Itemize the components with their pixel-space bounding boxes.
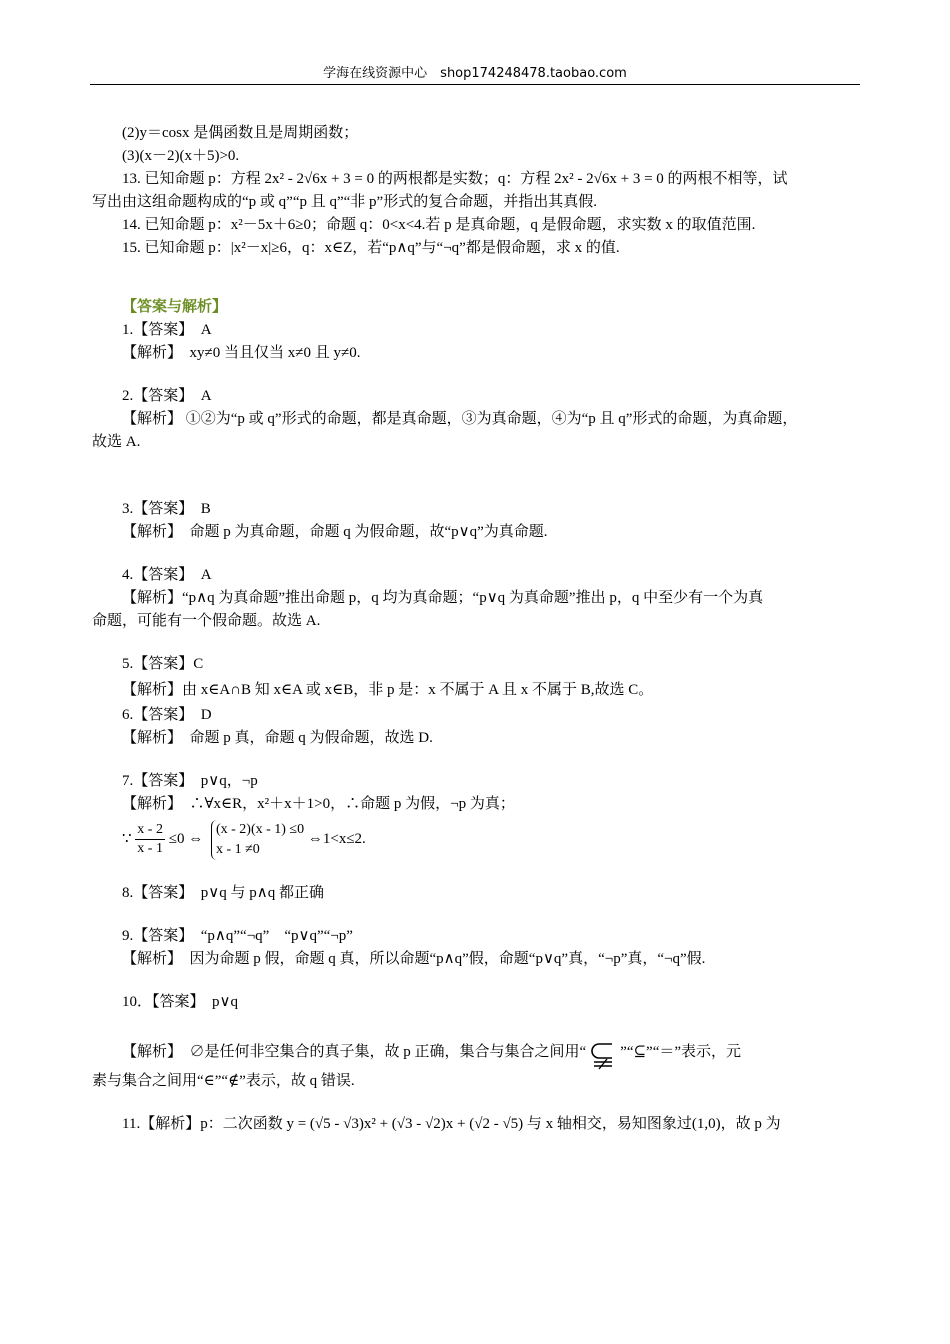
equivalence-result: ⇔1<x≤2. [307,831,366,847]
proper-subset-icon [586,1040,620,1070]
answer-5: 5.【答案】C [122,656,204,672]
explanation-7-math [92,816,860,862]
answer-7: 7.【答案】 p∨q，¬p [122,773,258,789]
problem-12-part-2: (2)y＝cosx 是偶函数且是周期函数； [122,125,359,141]
system-line-2: x - 1 ≠0 [215,841,260,857]
fraction-denominator: x - 1 [137,841,163,857]
problem-13-line-2: 写出由这组命题构成的“p 或 q”“p 且 q”“非 p”形式的复合命题，并指出其真假. [92,194,597,210]
system-line-1: (x - 2)(x - 1) ≤0 [215,821,305,837]
explanation-3: 【解析】 命题 p 为真命题，命题 q 为假命题，故“p∨q”为真命题. [122,524,548,540]
fraction-numerator: x - 2 [135,821,165,840]
fraction [135,821,165,858]
header-rule [90,84,860,85]
explanation-4-line-2: 命题，可能有一个假命题。故选 A. [92,613,321,629]
explanation-2-line-2: 故选 A. [92,434,141,450]
explanation-7: 【解析】 ∴∀x∈R，x²＋x＋1>0，∴命题 p 为假，¬p 为真； [122,796,515,812]
explanation-10-line-2: 素与集合之间用“∈”“∉”表示，故 q 错误. [92,1073,355,1089]
answer-9: 9.【答案】 “p∧q”“¬q” “p∨q”“¬p” [122,928,353,944]
answer-3: 3.【答案】 B [122,501,211,517]
explanation-5: 【解析】由 x∈A∩B 知 x∈A 或 x∈B，非 p 是：x 不属于 A 且 x 不属于 B,故选 C。 [122,682,654,698]
explanation-1: 【解析】 xy≠0 当且仅当 x≠0 且 y≠0. [122,345,361,361]
because-symbol: ∵ [122,831,132,847]
answer-2: 2.【答案】 A [122,388,212,404]
problem-13-line-1: 13. 已知命题 p：方程 2x² - 2√6x + 3 = 0 的两根都是实数；q：方程 2x² - 2√6x + 3 = 0 的两根不相等，试 [122,171,788,187]
explanation-10-text-a: 【解析】 ∅是任何非空集合的真子集，故 p 正确，集合与集合之间用“ [122,1044,587,1060]
explanation-4-line-1: 【解析】“p∧q 为真命题”推出命题 p，q 均为真命题；“p∨q 为真命题”推出 p，q 中至少有一个为真 [122,590,764,606]
explanation-10-text-b: ”“⊆”“＝”表示，元 [620,1044,742,1060]
page-header: 学海在线资源中心 shop174248478.taobao.com [323,66,627,81]
inequality-system [211,820,304,860]
explanation-11: 11.【解析】p：二次函数 y = (√5 - √3)x² + (√3 - √2)x + (√2 - √5) 与 x 轴相交，易知图象过(1,0)，故 p 为 [122,1116,781,1132]
equivalence-1: ≤0 ⇔ [168,831,204,847]
explanation-9: 【解析】 因为命题 p 假，命题 q 真，所以命题“p∧q”假，命题“p∨q”真，“¬p”真，“¬q”假. [122,951,706,967]
problem-14: 14. 已知命题 p：x²－5x＋6≥0；命题 q：0<x<4.若 p 是真命题，q 是假命题，求实数 x 的取值范围. [122,217,756,233]
explanation-6: 【解析】 命题 p 真，命题 q 为假命题，故选 D. [122,730,433,746]
explanation-10-line-1 [92,1040,860,1070]
answer-8: 8.【答案】 p∨q 与 p∧q 都正确 [122,885,324,901]
problem-15: 15. 已知命题 p：|x²－x|≥6，q：x∈Z，若“p∧q”与“¬q”都是假命题，求 x 的值. [122,240,620,256]
document-body [92,122,860,1136]
problem-12-part-3: (3)(x－2)(x＋5)>0. [122,148,240,164]
answer-4: 4.【答案】 A [122,567,212,583]
answers-heading: 【答案与解析】 [122,299,228,315]
answer-10: 10．【答案】 p∨q [122,994,238,1010]
answer-6: 6.【答案】 D [122,707,212,723]
answer-1: 1.【答案】 A [122,322,212,338]
explanation-2-line-1: 【解析】 ①②为“p 或 q”形式的命题，都是真命题，③为真命题，④为“p 且 q”形式的命题，为真命题， [122,411,798,427]
